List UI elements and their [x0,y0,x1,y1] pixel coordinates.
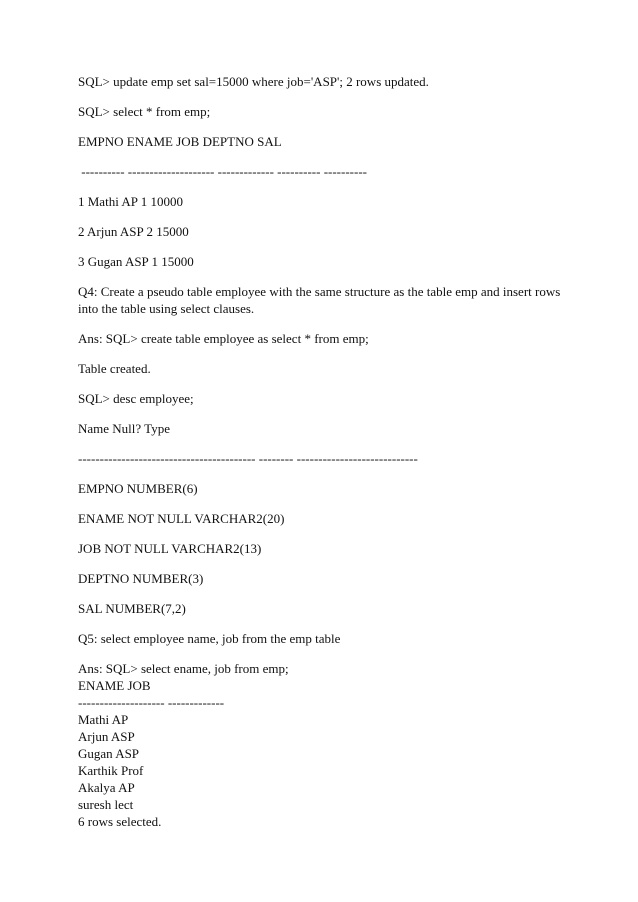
emp-row-1: 1 Mathi AP 1 10000 [78,194,183,209]
ename-job-header: ENAME JOB [78,678,151,693]
result-row-2: Arjun ASP [78,729,135,744]
result-row-5: Akalya AP [78,780,135,795]
result-row-4: Karthik Prof [78,763,144,778]
desc-separator: ----------------------------------------- -------- ---------------------------- [78,451,418,466]
desc-row-deptno: DEPTNO NUMBER(3) [78,571,204,586]
desc-row-ename: ENAME NOT NULL VARCHAR2(20) [78,511,285,526]
question-5: Q5: select employee name, job from the emp table [78,631,341,646]
rows-selected-message: 6 rows selected. [78,814,162,829]
desc-row-job: JOB NOT NULL VARCHAR2(13) [78,541,262,556]
question-4: Q4: Create a pseudo table employee with the same structure as the table emp and insert rows into the table using select clauses. [78,284,564,316]
answer-5: Ans: SQL> select ename, job from emp; [78,661,289,676]
sql-select-all-statement: SQL> select * from emp; [78,104,211,119]
result-row-1: Mathi AP [78,712,129,727]
answer-4: Ans: SQL> create table employee as select * from emp; [78,331,369,346]
emp-table-header: EMPNO ENAME JOB DEPTNO SAL [78,134,282,149]
ename-job-separator: -------------------- ------------- [78,695,225,710]
desc-employee-statement: SQL> desc employee; [78,391,194,406]
result-row-6: suresh lect [78,797,134,812]
answer-5-block [78,660,578,830]
emp-row-2: 2 Arjun ASP 2 15000 [78,224,189,239]
sql-update-statement: SQL> update emp set sal=15000 where job='ASP'; 2 rows updated. [78,74,429,89]
table-created-message: Table created. [78,361,151,376]
desc-header: Name Null? Type [78,421,170,436]
emp-row-3: 3 Gugan ASP 1 15000 [78,254,194,269]
desc-row-sal: SAL NUMBER(7,2) [78,601,186,616]
result-row-3: Gugan ASP [78,746,140,761]
document-page [78,73,578,830]
emp-table-separator: ---------- -------------------- ------------- ---------- ---------- [78,164,367,179]
desc-row-empno: EMPNO NUMBER(6) [78,481,198,496]
